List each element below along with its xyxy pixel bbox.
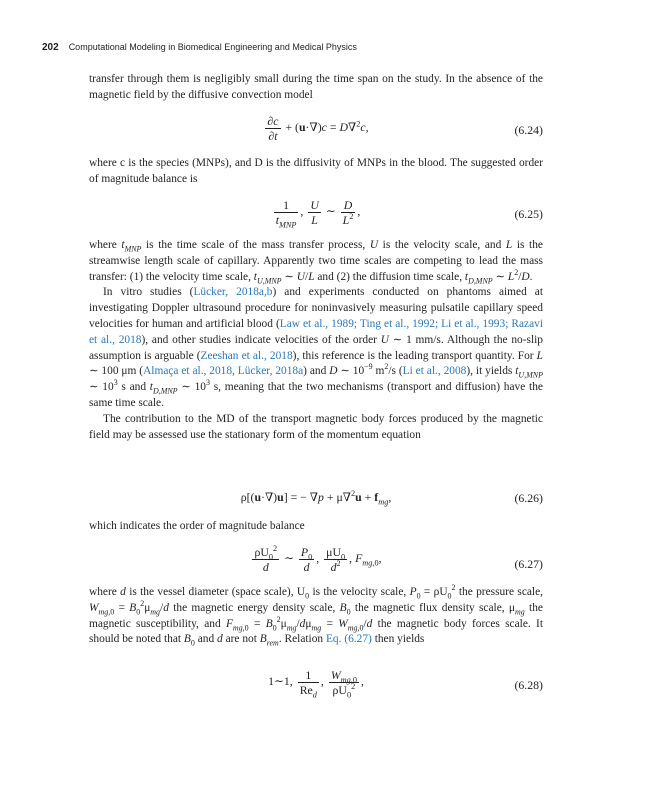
- paragraph-1-text: transfer through them is negligibly small during the time span on the study. In the absence of the magnetic field by the diffusive convection model: [89, 73, 543, 101]
- equation-reference-link[interactable]: Eq. (6.27): [325, 633, 372, 646]
- running-title: Computational Modeling in Biomedical Engineering and Medical Physics: [68, 42, 357, 52]
- equation-number: (6.24): [514, 123, 543, 137]
- equation-6-26: ρ[(u·∇)u] = − $\nabla p + \mu\nabla^2u + f_{mg}$, (6.26): [240, 489, 543, 507]
- equation-number: (6.26): [514, 491, 543, 505]
- equation-number: (6.28): [514, 678, 543, 692]
- citation-link[interactable]: Almaça et al., 2018, Lücker, 2018a: [143, 365, 304, 378]
- paragraph-4: In vitro studies (Lücker, 2018a,b) and experiments conducted on phantoms aimed at investigating Doppler ultrasound procedure for noninvasively measuring pulsatile capillary speed velocities for human and artificial blood (Law et al., 1989; Ting et al., 1992; Li et al., 1993; Razavi et al., 2018), and other studies indicate velocities of the order U ∼ 1 mm/s. Although the no-slip assumption is arguable (Zeeshan et al., 2018), this reference is the leading transport quantity. For L ∼ 100 μm (Almaça et al., 2018, Lücker, 2018a) and D ∼ $10^{-9}$ $m^2/s$ (Li et al., 2008), it yields $t_{U,MNP}$ ∼ $10^3$ s and $t_{D,MNP}$ ∼ $10^3$ s, meaning that the two mechanisms (transport and diffusion) have the same time scale.: [89, 286, 544, 409]
- running-header: [42, 42, 602, 53]
- paragraph-7: where d is the vessel diameter (space scale), $U_0$ is the velocity scale, $P_0 = \rho U_0^2$ the pressure scale, $W_{mg,0} = B_0^2\mu_{mg}/d$ the magnetic energy density scale, $B_0$ the magnetic flux density scale, $\mu_{mg}$ the magnetic susceptibility, and $F_{mg,0} = B_0^2\mu_{mg}/d\mu_{mg} = W_{mg,0}/d$ the magnetic body forces scale. It should be noted that $B_0$ and d are not $B_{rem}$. Relation Eq. (6.27) then yields: [89, 583, 543, 648]
- equation-6-27: $\frac{\rho U_0^2}{d}$ ∼ $\frac{P_0}{d}$ , $\frac{\mu U_0}{d^2}$ , $F_{mg,0}$, (6.27): [254, 544, 543, 574]
- citation-link[interactable]: Law et al., 1989; Ting et al., 1992; Li et al., 1993; Razavi et al., 2018: [89, 317, 543, 346]
- paragraph-2-text: where c is the species (MNPs), and D is the diffusivity of MNPs in the blood. The suggested order of magnitude balance is: [89, 157, 543, 185]
- equation-6-24: $\frac{\partial c}{\partial t}$ + (u·∇)c = D∇$^2$c, (6.24): [267, 114, 543, 143]
- equation-number: (6.25): [514, 207, 543, 221]
- paragraph-2: [89, 156, 543, 188]
- paragraph-5: The contribution to the MD of the transport magnetic body forces produced by the magnetic field may be assessed use the stationary form of the momentum equation: [89, 412, 543, 441]
- citation-link[interactable]: Zeeshan et al., 2018: [200, 349, 293, 362]
- paragraph-6: [89, 519, 543, 535]
- citation-link[interactable]: Lücker, 2018a,b: [193, 286, 273, 299]
- equation-6-25: $\frac{1}{t_{MNP}}$ , $\frac{U}{L}$ ∼ $\frac{D}{L^2}$ , (6.25): [275, 198, 543, 230]
- equation-6-28: 1∼1, $\frac{1}{Re_d}$ , $\frac{W_{mg,0}}{\rho U_0^2}$ , (6.28): [268, 668, 543, 700]
- citation-link[interactable]: Li et al., 2008: [402, 365, 467, 378]
- equation-number: (6.27): [514, 557, 543, 571]
- page-number: 202: [42, 42, 59, 53]
- paragraph-6-text: which indicates the order of magnitude balance: [89, 520, 305, 532]
- paragraph-1: [89, 72, 543, 104]
- paragraph-3: where $t_{MNP}$ is the time scale of the mass transfer process, U is the velocity scale, and L is the streamwise length scale of capillary. Apparently two time scales are competing to lead the mass transfer: (1) the velocity time scale, $t_{U,MNP}$ ∼ U/L and (2) the diffusion time scale, $t_{D,MNP}$ ∼ $L^2/D$. In vitro studies (Lücker, 2018a,b) and experiments conducted on phantoms aimed at investigating Doppler ultrasound procedure for noninvasively measuring pulsatile capillary speed velocities for human and artificial blood (Law et al., 1989; Ting et al., 1992; Li et al., 1993; Razavi et al., 2018), and other studies indicate velocities of the order U ∼ 1 mm/s. Although the no-slip assumption is arguable (Zeeshan et al., 2018), this reference is the leading transport quantity. For L ∼ 100 μm (Almaça et al., 2018, Lücker, 2018a) and D ∼ $10^{-9}$ $m^2/s$ (Li et al., 2008), it yields $t_{U,MNP}$ ∼ $10^3$ s and $t_{D,MNP}$ ∼ $10^3$ s, meaning that the two mechanisms (transport and diffusion) have the same time scale. The contribution to the MD of the transport magnetic body forces produced by the magnetic field may be assessed use the stationary form of the momentum equation: [89, 238, 543, 443]
